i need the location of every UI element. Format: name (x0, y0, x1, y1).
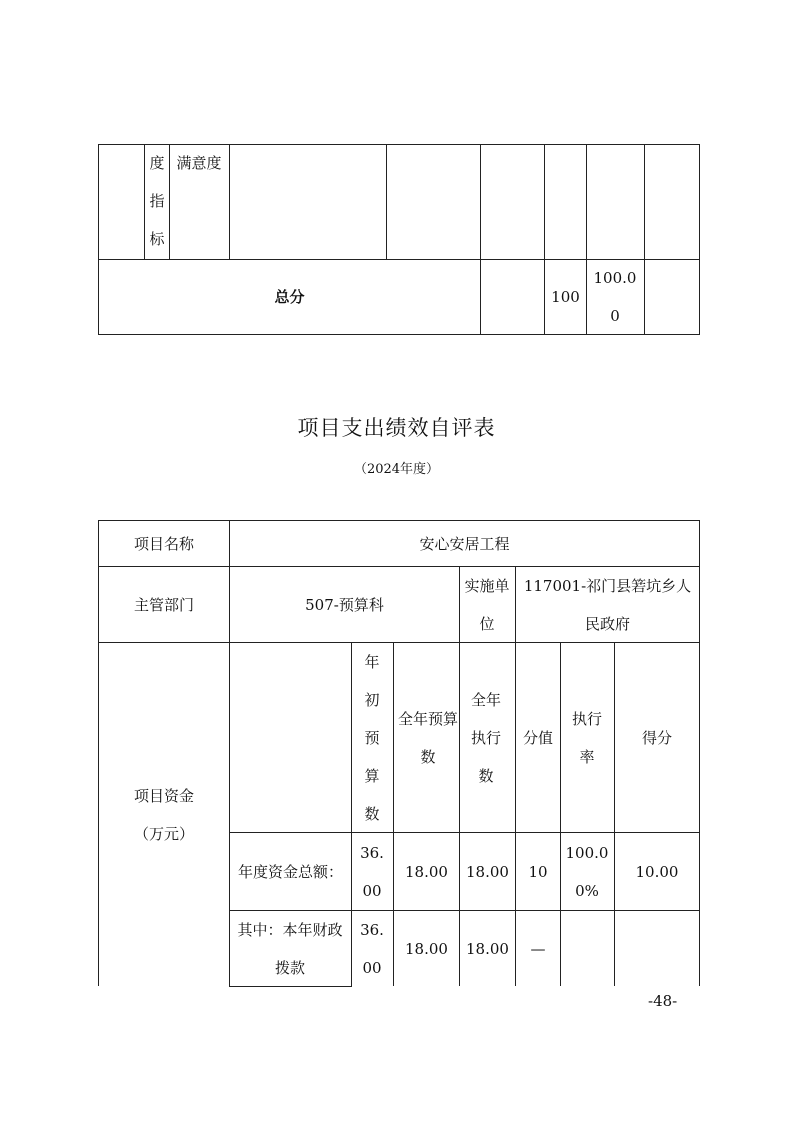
page-subtitle: （2024年度） (353, 462, 440, 477)
row-fiscal-weight: — (530, 939, 546, 958)
header-initial-budget: 年初预算数 (364, 652, 380, 823)
header-weight: 分值 (522, 728, 553, 747)
project-name-label: 项目名称 (133, 534, 194, 553)
satisfaction-label: 满意度 (176, 154, 222, 172)
funds-label-block (99, 643, 229, 986)
implementing-unit-label: 实施单位 (464, 576, 510, 633)
row-total-weight: 10 (528, 862, 548, 881)
header-full-exec: 全年执行数 (470, 690, 501, 785)
row-fiscal-label: 其中：本年财政拨款 (237, 920, 343, 977)
department-label: 主管部门 (133, 595, 194, 614)
row-fiscal-initial: 36.00 (360, 920, 384, 977)
funds-unit: （万元） (133, 824, 194, 843)
total-score-label: 总分 (274, 288, 305, 306)
department-value: 507-预算科 (305, 595, 384, 614)
page-number: -48- (648, 992, 678, 1010)
row-total-label: 年度资金总额： (237, 862, 343, 881)
page-title: 项目支出绩效自评表 (297, 416, 496, 440)
row-fiscal-exec: 18.00 (466, 939, 509, 958)
row-fiscal-budget: 18.00 (405, 939, 448, 958)
implementing-unit-value: 117001-祁门县箬坑乡人民政府 (523, 576, 692, 633)
total-actual-score: 100.00 (593, 269, 637, 325)
row-total-budget: 18.00 (405, 862, 448, 881)
header-score: 得分 (641, 728, 672, 747)
funds-label: 项目资金 (133, 786, 194, 805)
row-total-rate: 100.00% (565, 843, 609, 900)
row-total-exec: 18.00 (466, 862, 509, 881)
total-score-value: 100 (551, 288, 580, 306)
header-full-budget: 全年预算数 (398, 709, 459, 766)
row-fiscal-score (615, 911, 699, 986)
header-exec-rate: 执行率 (571, 709, 602, 766)
indicator-type-label: 度指标 (149, 154, 165, 248)
row-fiscal-rate (561, 911, 614, 986)
row-total-score: 10.00 (635, 862, 679, 881)
project-name-value: 安心安居工程 (419, 534, 510, 553)
row-total-initial: 36.00 (360, 843, 384, 900)
